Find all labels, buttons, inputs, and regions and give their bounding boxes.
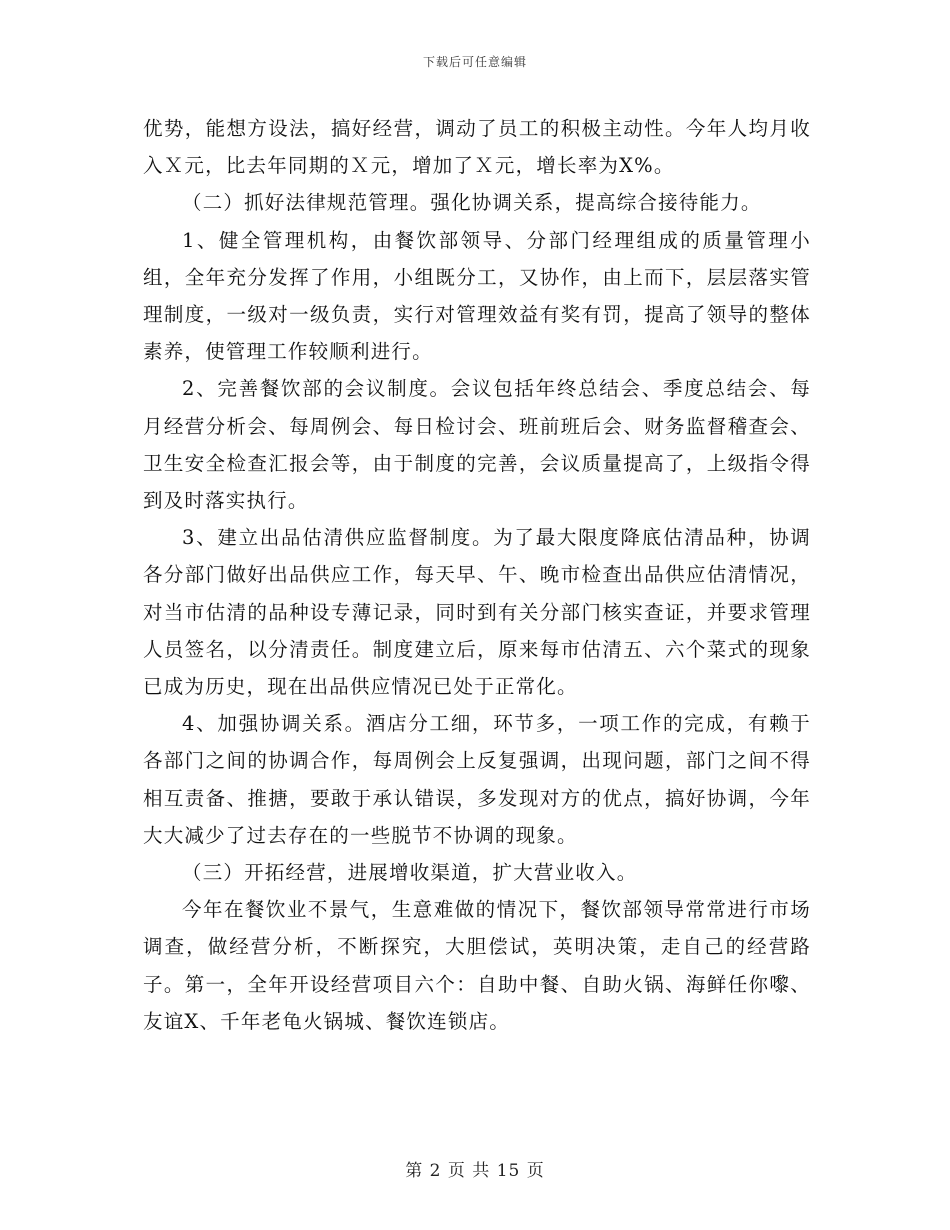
paragraph-item-1: 1、健全管理机构，由餐饮部领导、分部门经理组成的质量管理小组，全年充分发挥了作用，小组既分工，又协作，由上而下，层层落实管理制度，一级对一级负责，实行对管理效益有奖有罚，提高了领导的整体素养，使管理工作较顺利进行。 (143, 228, 811, 364)
section-heading-2: （二）抓好法律规范管理。强化协调关系，提高综合接待能力。 (182, 191, 762, 215)
page-header: 下载后可任意编辑 (422, 55, 527, 69)
paragraph-continuation: 优势，能想方设法，搞好经营，调动了员工的积极主动性。今年人均月收入Ｘ元，比去年同期的Ｘ元，增加了Ｘ元，增长率为X%。 (143, 117, 811, 178)
paragraph-body: 今年在餐饮业不景气，生意难做的情况下，餐饮部领导常常进行市场调查，做经营分析，不断探究，大胆偿试，英明决策，走自己的经营路子。第一，全年开设经营项目六个：自助中餐、自助火锅、海鲜任你嚟、友谊X、千年老龟火锅城、餐饮连锁店。 (143, 898, 811, 1033)
paragraph-item-2: 2、完善餐饮部的会议制度。会议包括年终总结会、季度总结会、每月经营分析会、每周例会、每日检讨会、班前班后会、财务监督稽查会、卫生安全检查汇报会等，由于制度的完善，会议质量提高了，上级指令得到及时落实执行。 (143, 377, 811, 513)
paragraph-item-3: 3、建立出品估清供应监督制度。为了最大限度降底估清品种，协调各分部门做好出品供应工作，每天早、午、晚市检查出品供应估清情况，对当市估清的品种设专薄记录，同时到有关分部门核实查证，并要求管理人员签名，以分清责任。制度建立后，原来每市估清五、六个菜式的现象已成为历史，现在出品供应情况已处于正常化。 (143, 526, 811, 699)
section-heading-3: （三）开拓经营，进展增收渠道，扩大营业收入。 (182, 861, 638, 885)
paragraph-item-4: 4、加强协调关系。酒店分工细，环节多，一项工作的完成，有赖于各部门之间的协调合作，每周例会上反复强调，出现问题，部门之间不得相互责备、推搪，要敢于承认错误，多发现对方的优点，搞好协调，今年大大减少了过去存在的一些脱节不协调的现象。 (143, 712, 811, 847)
page-footer: 第 2 页 共 15 页 (405, 1161, 545, 1181)
document-body (143, 110, 811, 1040)
